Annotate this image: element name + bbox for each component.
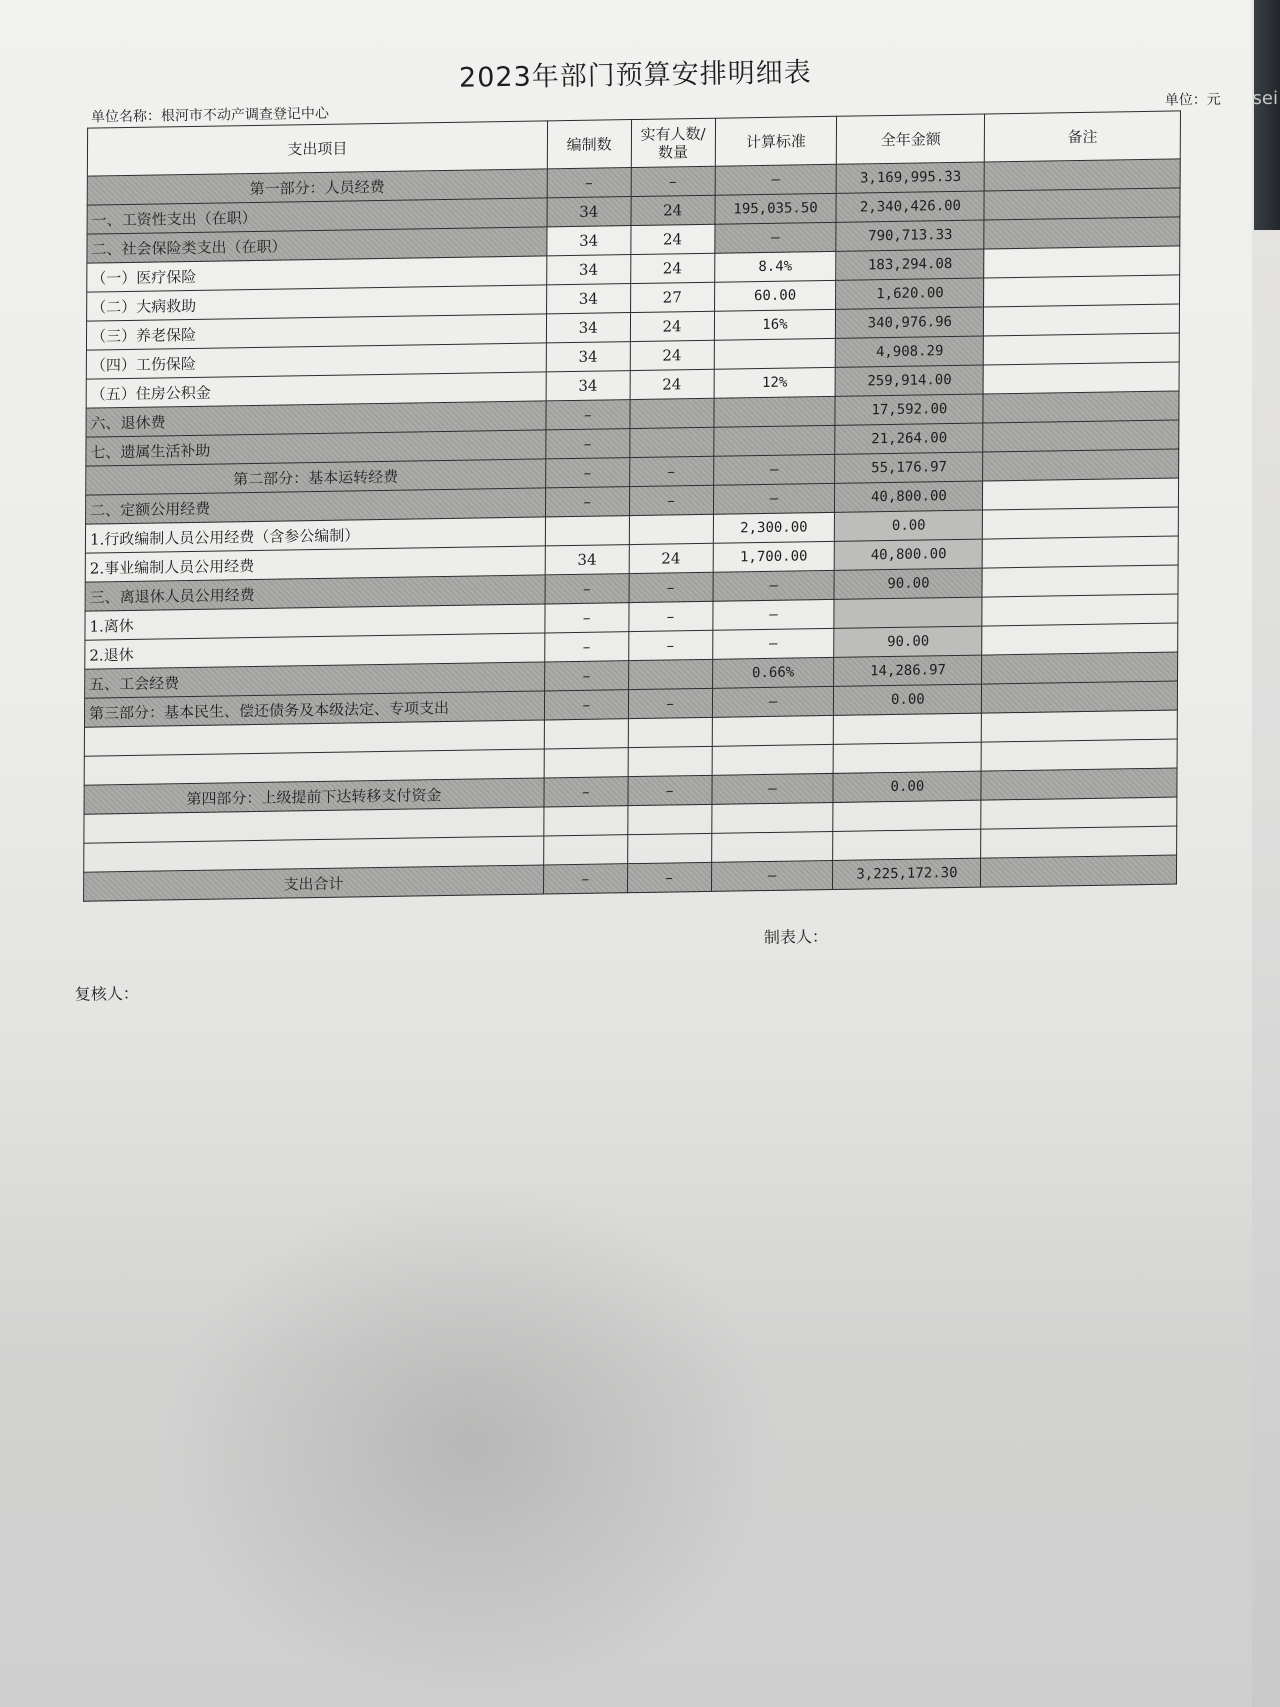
cell-standard: 2,300.00 [713,512,835,543]
cell-amount: 17,592.00 [835,394,983,425]
cell-count [628,804,712,834]
cell-quota: 34 [546,255,630,285]
cell-count [628,717,712,747]
cell-amount: 0.00 [834,684,982,715]
cell-count: – [629,572,713,602]
cell-count: 24 [629,543,713,573]
cell-remark [984,217,1180,249]
cell-standard: – [712,686,834,717]
cell-quota: – [545,458,629,488]
cell-count: 24 [630,340,714,370]
cell-standard: – [713,570,835,601]
cell-quota: – [544,661,628,691]
cell-remark [983,478,1179,510]
cell-quota: – [547,168,631,198]
cell-remark [984,188,1180,220]
cell-remark [983,420,1179,452]
cell-count: – [628,688,712,718]
cell-quota [544,719,628,749]
cell-standard: 0.66% [712,657,834,688]
row-label: 1.离休 [85,604,545,640]
background-device-edge [1254,0,1280,230]
cell-standard [711,802,833,833]
header-actual-count: 实有人数/数量 [631,118,715,167]
row-label: 第四部分：上级提前下达转移支付资金 [84,778,544,814]
cell-quota: – [544,777,628,807]
cell-standard: – [714,222,836,253]
cell-amount: 2,340,426.00 [836,191,984,222]
cell-standard: – [712,599,834,630]
budget-table [83,110,1181,901]
cell-amount [834,597,982,628]
cell-count [629,514,713,544]
cell-remark [982,565,1178,597]
cell-remark [984,304,1180,336]
row-label: 第二部分：基本运转经费 [86,459,546,495]
cell-standard: 60.00 [714,280,836,311]
cell-amount [834,742,982,773]
cell-amount: 40,800.00 [835,539,983,570]
cell-count: 24 [630,369,714,399]
cell-standard [713,425,835,456]
cell-amount [833,829,981,860]
row-label: （五）住房公积金 [86,372,546,408]
cell-remark [981,739,1177,771]
cell-standard [712,744,834,775]
cell-remark [983,362,1179,394]
cell-amount: 90.00 [834,568,982,599]
device-edge-text: sei [1252,88,1278,109]
cell-quota [544,748,628,778]
cell-standard: 195,035.50 [715,193,837,224]
cell-quota: 34 [545,545,629,575]
cell-quota: – [545,632,629,662]
cell-standard: 12% [714,367,836,398]
cell-quota: – [545,487,629,517]
cell-standard: – [715,164,837,195]
row-label: 六、退休费 [86,401,546,437]
cell-quota [545,516,629,546]
row-label: （三）养老保险 [86,314,546,350]
cell-quota: – [545,603,629,633]
cell-count: 24 [631,195,715,225]
cell-amount: 790,713.33 [836,220,984,251]
cell-count: 27 [630,282,714,312]
cell-amount: 4,908.29 [836,336,984,367]
header-item: 支出项目 [87,121,547,176]
header-staff-quota: 编制数 [547,120,631,169]
cell-remark [983,449,1179,481]
cell-amount: 3,169,995.33 [837,162,985,193]
cell-quota: 34 [546,313,630,343]
cell-count: – [629,456,713,486]
cell-remark [982,681,1178,713]
cell-standard: – [712,628,834,659]
cell-count [629,427,713,457]
cell-count: – [631,166,715,196]
cell-standard: – [713,483,835,514]
cell-count [627,833,711,863]
cell-amount: 183,294.08 [836,249,984,280]
cell-amount: 259,914.00 [836,365,984,396]
cell-count [628,659,712,689]
cell-standard: 16% [714,309,836,340]
cell-count: 24 [630,253,714,283]
cell-remark [982,623,1178,655]
budget-document [60,37,1265,1016]
unit-name: 单位名称：根河市不动产调查登记中心 [90,105,330,126]
cell-remark [982,652,1178,684]
row-label: 支出合计 [84,865,544,901]
cell-quota: – [544,690,628,720]
cell-standard: – [712,773,834,804]
row-label: 七、遗属生活补助 [86,430,546,466]
cell-amount [833,800,981,831]
cell-standard [714,338,836,369]
cell-quota: – [545,574,629,604]
row-label: 五、工会经费 [85,662,545,698]
cell-amount: 3,225,172.30 [833,858,981,889]
row-label: 三、离退休人员公用经费 [85,575,545,611]
cell-remark [984,246,1180,278]
maker-label: 制表人： [763,927,829,948]
cell-standard: – [711,860,833,891]
cell-amount [834,713,982,744]
cell-remark [982,710,1178,742]
cell-remark [982,536,1178,568]
cell-count: – [628,630,712,660]
row-label: 2.退休 [85,633,545,669]
row-label: （二）大病救助 [87,285,547,321]
cell-standard: – [713,454,835,485]
cell-amount: 0.00 [835,510,983,541]
cell-count: – [629,601,713,631]
cell-amount: 340,976.96 [836,307,984,338]
cell-amount: 90.00 [834,626,982,657]
cell-amount: 0.00 [833,771,981,802]
header-standard: 计算标准 [715,116,837,166]
cell-remark [984,159,1180,191]
row-label: 2.事业编制人员公用经费 [85,546,545,582]
cell-standard [713,396,835,427]
cell-quota: 34 [546,371,630,401]
cell-quota: 34 [547,197,631,227]
cell-amount: 1,620.00 [836,278,984,309]
currency-unit: 单位：元 [1164,91,1221,109]
row-label: 第三部分：基本民生、偿还债务及本级法定、专项支出 [84,691,544,727]
cell-remark [984,275,1180,307]
cell-remark [984,333,1180,365]
cell-amount: 21,264.00 [835,423,983,454]
row-label: （一）医疗保险 [87,256,547,292]
cell-quota: 34 [546,342,630,372]
cell-standard [712,715,834,746]
reviewer-label: 复核人： [74,983,139,1004]
row-label: 一、工资性支出（在职） [87,198,547,234]
cell-remark [983,391,1179,423]
cell-amount: 14,286.97 [834,655,982,686]
cell-count: – [628,775,712,805]
cell-standard [711,831,833,862]
cell-count: 24 [631,224,715,254]
cell-remark [981,768,1177,800]
cell-remark [981,797,1177,829]
cell-remark [981,826,1177,858]
cell-standard: 8.4% [714,251,836,282]
cell-quota: – [543,864,627,894]
row-label: 二、社会保险类支出（在职） [87,227,547,263]
cell-count: 24 [630,311,714,341]
cell-standard: 1,700.00 [713,541,835,572]
cell-amount: 40,800.00 [835,481,983,512]
cell-remark [982,594,1178,626]
row-label: 二、定额公用经费 [86,488,546,524]
cell-quota: 34 [547,226,631,256]
cell-count: – [627,862,711,892]
cell-count: – [629,485,713,515]
header-amount: 全年金额 [837,114,985,164]
cell-count [630,398,714,428]
cell-remark [981,855,1177,887]
hand-shadow [160,1180,780,1707]
cell-quota [543,835,627,865]
cell-remark [983,507,1179,539]
row-label: （四）工伤保险 [86,343,546,379]
cell-quota: – [546,400,630,430]
row-label: 第一部分：人员经费 [87,169,547,205]
document-title: 2023年部门预算安排明细表 [458,57,812,94]
cell-count [628,746,712,776]
row-label: 1.行政编制人员公用经费（含参公编制） [85,517,545,553]
header-remark: 备注 [985,111,1181,162]
cell-quota: 34 [546,284,630,314]
cell-quota: – [546,429,630,459]
cell-quota [544,806,628,836]
cell-amount: 55,176.97 [835,452,983,483]
